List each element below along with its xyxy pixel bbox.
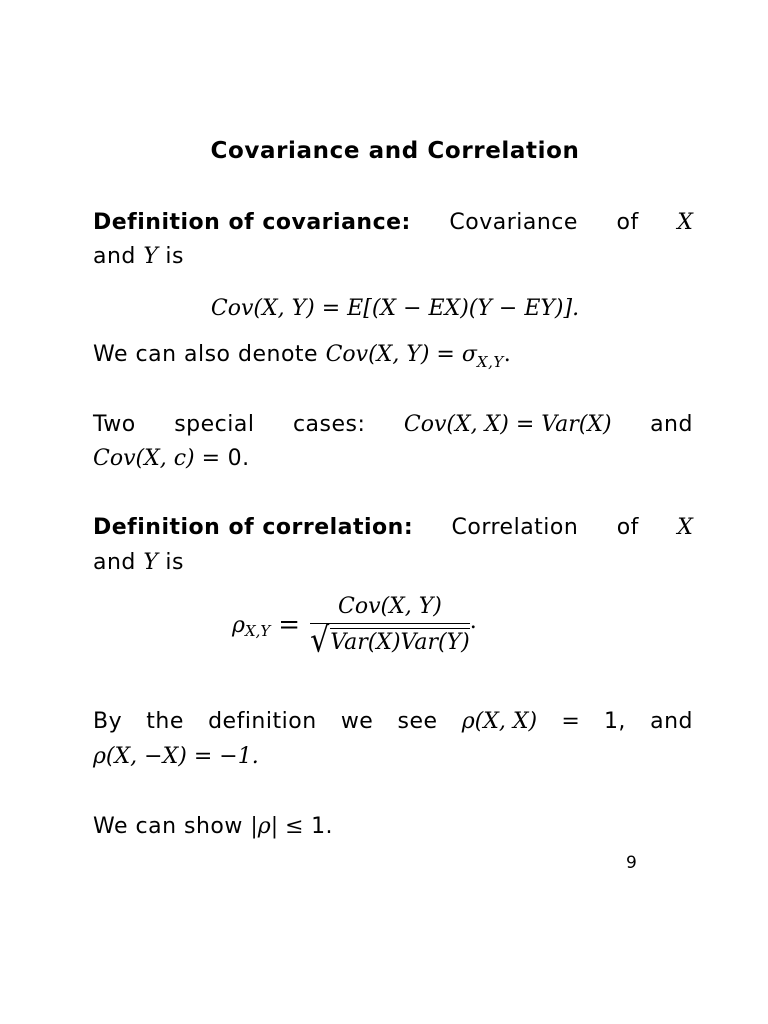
by-word: By xyxy=(93,709,123,734)
correlation-fraction xyxy=(310,594,470,661)
special-word-special: special xyxy=(174,412,255,437)
covariance-definition-line-1 xyxy=(93,208,693,238)
variable-x: X xyxy=(677,210,693,235)
denote-formula: Cov(X, Y) = σ xyxy=(325,342,477,367)
fraction-denominator xyxy=(310,620,470,661)
denote-period: . xyxy=(503,342,511,367)
we-word: we xyxy=(340,709,374,734)
denote-line xyxy=(93,340,693,371)
of-word: of xyxy=(616,210,639,235)
square-root-icon: √ xyxy=(310,620,330,661)
special-cases-line-2 xyxy=(93,444,693,474)
by-definition-line-1 xyxy=(93,707,693,737)
by-definition-line-2 xyxy=(93,742,693,772)
rho-bound-formula: |ρ| ≤ xyxy=(250,814,304,839)
correlation-definition-heading: Definition of correlation: xyxy=(93,515,414,540)
equals-sign: = xyxy=(278,610,301,640)
and-word: and xyxy=(93,244,136,269)
special-word-and: and xyxy=(650,412,693,437)
covariance-word: Covariance xyxy=(449,210,578,235)
special-case-formula-2: Cov(X, c) = xyxy=(93,446,221,471)
variable-y-2: Y xyxy=(143,550,158,575)
denote-subscript: X,Y xyxy=(476,353,504,371)
rho-xx-equals: = xyxy=(561,709,580,734)
rho-symbol: ρ xyxy=(232,612,245,638)
show-text: We can show xyxy=(93,814,243,839)
slide-title: Covariance and Correlation xyxy=(210,138,580,164)
and-word-2: and xyxy=(93,550,136,575)
the-word: the xyxy=(146,709,184,734)
see-word: see xyxy=(397,709,438,734)
fraction-numerator: Cov(X, Y) xyxy=(337,594,442,619)
is-word-2: is xyxy=(165,550,184,575)
page-number: 9 xyxy=(626,853,637,873)
special-word-two: Two xyxy=(93,412,136,437)
definition-word: definition xyxy=(208,709,317,734)
correlation-word: Correlation xyxy=(451,515,579,540)
special-case-formula-1: Cov(X, X) = Var(X) xyxy=(403,412,612,437)
and-word-3: and xyxy=(650,709,693,734)
correlation-formula xyxy=(232,585,477,665)
radicand: Var(X)Var(Y) xyxy=(330,629,470,655)
rho-xx-formula: ρ(X, X) xyxy=(461,709,538,734)
of-word-2: of xyxy=(616,515,639,540)
covariance-definition-line-2 xyxy=(93,242,693,272)
rho-x-negx-formula: ρ(X, −X) = −1. xyxy=(93,744,259,769)
special-cases-line-1 xyxy=(93,410,693,440)
special-word-cases: cases: xyxy=(292,412,366,437)
variable-y: Y xyxy=(143,244,158,269)
covariance-definition-heading: Definition of covariance: xyxy=(93,210,411,235)
is-word: is xyxy=(165,244,184,269)
fraction-period: . xyxy=(469,608,477,634)
rho-bound-value: 1. xyxy=(311,814,334,839)
rho-xx-value: 1, xyxy=(603,709,626,734)
correlation-definition-line-2 xyxy=(93,548,693,578)
covariance-formula: Cov(X, Y) = E[(X − EX)(Y − EY)]. xyxy=(210,296,580,321)
variable-x-2: X xyxy=(677,515,693,540)
rho-subscript: X,Y xyxy=(244,622,271,640)
special-case-formula-2-value: 0. xyxy=(227,446,250,471)
correlation-definition-line-1 xyxy=(93,513,693,543)
show-line xyxy=(93,812,693,842)
denote-text: We can also denote xyxy=(93,342,319,367)
